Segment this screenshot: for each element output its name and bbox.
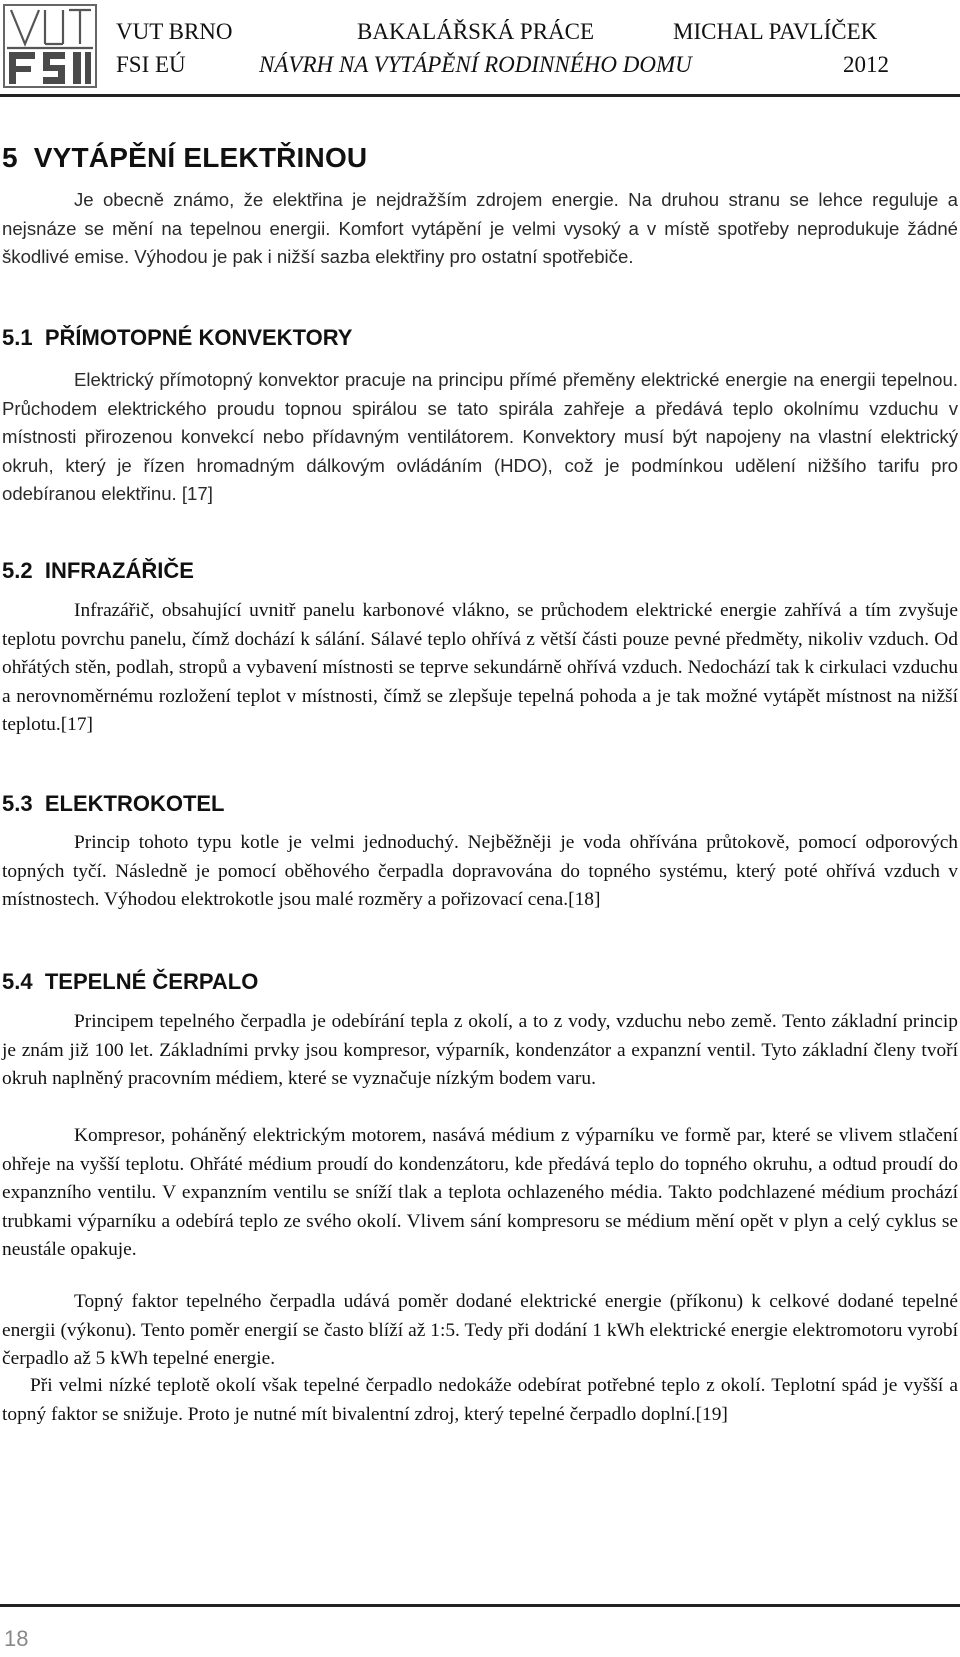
section-5-1-paragraph <box>2 366 958 509</box>
section-title: ELEKTROKOTEL <box>44 791 225 816</box>
section-heading-5-3 <box>2 791 225 817</box>
section-heading-5-4 <box>2 969 258 995</box>
chapter-intro-text: Je obecně známo, že elektřina je nejdražším zdrojem energie. Na druhou stranu se lehce reguluje a nejsnáze se mění na tepelnou energii. Komfort vytápění je velmi vysoký a v místě spotřeby neprodukuje žádné škodlivé emise. Výhodou je pak i nižší sazba elektřiny pro ostatní spotřebiče. <box>2 189 958 268</box>
section-number: 5.1 <box>2 325 33 350</box>
section-heading-5-2 <box>2 558 194 584</box>
header-doc-type: BAKALÁŘSKÁ PRÁCE <box>357 19 595 44</box>
section-5-1-text: Elektrický přímotopný konvektor pracuje na principu přímé přeměny elektrické energie na energii tepelnou. Průchodem elektrického proudu topnou spirálou se tato spirála zahřeje a předává teplo okolnímu vzduchu v místnosti přirozenou konvekcí nebo přídavným ventilátorem. Konvektory musí být napojeny na vlastní elektrický okruh, který je řízen hromadným dálkovým ovládáním (HDO), což je podmínkou udělení nižšího tarifu pro odebíranou elektřinu. [17] <box>2 369 958 505</box>
section-5-4-paragraph-1 <box>2 1008 958 1094</box>
section-5-4-text-3: Topný faktor tepelného čerpadla udává poměr dodané elektrické energie (příkonu) k celkové dodané tepelné energii (výkonu). Tento poměr energií se často blíží až 1:5. Tedy při dodání 1 kWh elektrické energie elektromotoru vyrobí čerpadlo až 5 kWh tepelné energie. <box>2 1291 958 1370</box>
section-title: PŘÍMOTOPNÉ KONVEKTORY <box>44 325 353 350</box>
header-year: 2012 <box>843 52 889 77</box>
section-number: 5.4 <box>2 969 33 994</box>
section-title: TEPELNÉ ČERPALO <box>44 969 259 994</box>
chapter-title: VYTÁPĚNÍ ELEKTŘINOU <box>33 142 368 173</box>
section-5-3-text: Princip tohoto typu kotle je velmi jednoduchý. Nejběžněji je voda ohřívána průtokově, pomocí odporových topných tyčí. Následně je pomocí oběhového čerpadla dopravována do topného systému, který poté ohřívá vzduch v místnostech. Výhodou elektrokotle jsou malé rozměry a pořizovací cena.[18] <box>2 832 958 911</box>
section-5-2-paragraph <box>2 597 958 740</box>
header-thesis-title: NÁVRH NA VYTÁPĚNÍ RODINNÉHO DOMU <box>259 52 692 77</box>
section-5-4-text-4: Při velmi nízké teplotě okolí však tepelné čerpadlo nedokáže odebírat potřebné teplo z okolí. Teplotní spád je vyšší a topný faktor se snižuje. Proto je nutné mít bivalentní zdroj, který tepelné čerpadlo doplní.[19] <box>2 1375 958 1425</box>
header-rule <box>0 94 960 97</box>
section-5-3-paragraph <box>2 829 958 915</box>
chapter-number: 5 <box>2 142 18 173</box>
section-5-4-paragraph-4 <box>2 1372 958 1429</box>
header-author: MICHAL PAVLÍČEK <box>673 19 878 44</box>
page-number: 18 <box>4 1626 29 1651</box>
header-faculty: FSI EÚ <box>116 52 186 77</box>
section-5-4-paragraph-2 <box>2 1122 958 1265</box>
section-5-4-paragraph-3 <box>2 1288 958 1374</box>
section-number: 5.2 <box>2 558 33 583</box>
section-title: INFRAZÁŘIČE <box>44 558 194 583</box>
section-number: 5.3 <box>2 791 33 816</box>
section-heading-5-1 <box>2 325 352 351</box>
section-5-4-text-1: Principem tepelného čerpadla je odebírání tepla z okolí, a to z vody, vzduchu nebo země. Tento základní princip je znám již 100 let. Základními prvky jsou kompresor, výparník, kondenzátor a expanzní ventil. Tyto základní členy tvoří okruh naplněný pracovním médiem, které se vyznačuje nízkým bodem varu. <box>2 1011 958 1090</box>
section-5-2-text: Infrazářič, obsahující uvnitř panelu karbonové vlákno, se průchodem elektrické energie zahřívá a tím zvyšuje teplotu povrchu panelu, čímž dochází k sálání. Sálavé teplo ohřívá z větší části pouze pevné předměty, nikoliv vzduch. Od ohřátých stěn, podlah, stropů a vybavení místnosti se teprve sekundárně ohřívá vzduch. Nedochází tak k cirkulaci vzduchu a nerovnoměrnému rozložení teplot v místnosti, čímž se zlepšuje tepelná pohoda a je tak možné vytápět místnost na nižší teplotu.[17] <box>2 600 958 736</box>
chapter-heading <box>2 142 367 174</box>
section-5-4-text-2: Kompresor, poháněný elektrickým motorem, nasává médium z výparníku ve formě par, které se vlivem stlačení ohřeje na vyšší teplotu. Ohřáté médium proudí do kondenzátoru, kde předává teplo do topného okruhu, a odtud proudí do expanzního ventilu. V expanzním ventilu se sníží tlak a teplota ochlazeného média. Takto podchlazené médium prochází trubkami výparníku a odebírá teplo ze svého okolí. Vlivem sání kompresoru se médium mění opět v plyn a celý cyklus se neustále opakuje. <box>2 1125 958 1261</box>
header-school: VUT BRNO <box>116 19 233 44</box>
footer-rule <box>0 1604 960 1607</box>
chapter-intro-paragraph <box>2 186 958 272</box>
university-logo <box>3 4 97 88</box>
